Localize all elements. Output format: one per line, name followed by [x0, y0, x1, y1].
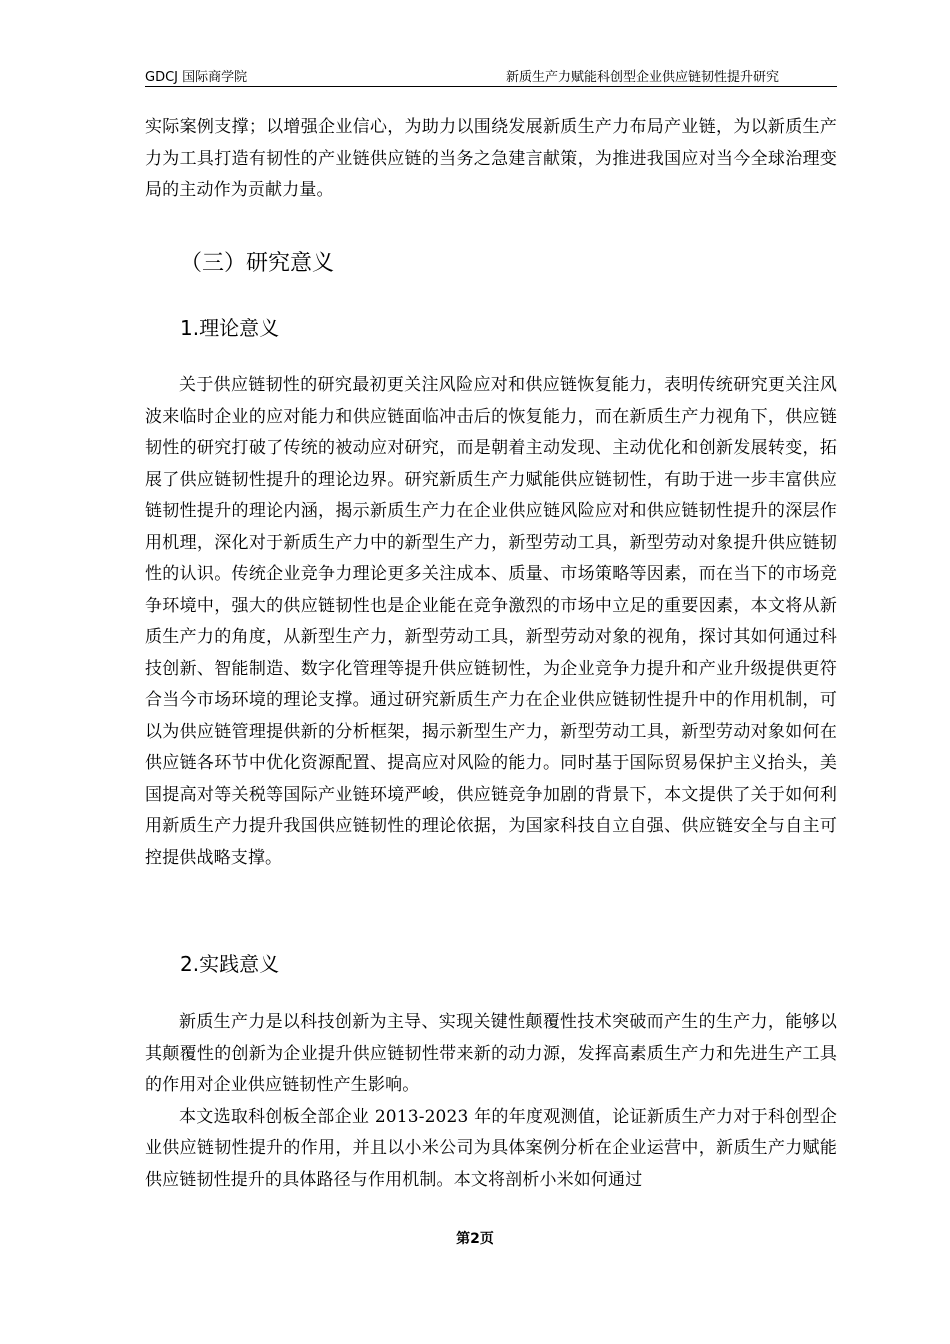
- practical-paragraph-2: 本文选取科创板全部企业 2013-2023 年的年度观测值，论证新质生产力对于科创型企业供应链韧性提升的作用，并且以小米公司为具体案例分析在企业运营中，新质生产力赋能供应链韧性提升的具体路径与作用机制。本文将剖析小米如何通过: [145, 1106, 837, 1190]
- section-heading-research-significance: （三）研究意义: [180, 251, 335, 276]
- page-header: [145, 64, 837, 87]
- header-institution: GDCJ 国际商学院: [145, 70, 248, 85]
- intro-block: [145, 112, 837, 207]
- practical-block: [145, 1007, 837, 1196]
- page-number: 第2页: [456, 1231, 494, 1247]
- practical-paragraph-1: 新质生产力是以科技创新为主导、实现关键性颠覆性技术突破而产生的生产力，能够以其颠覆性的创新为企业提升供应链韧性带来新的动力源，发挥高素质生产力和先进生产工具的作用对企业供应链韧性产生影响。: [145, 1012, 837, 1095]
- theoretical-paragraph: 关于供应链韧性的研究最初更关注风险应对和供应链恢复能力，表明传统研究更关注风波来临时企业的应对能力和供应链面临冲击后的恢复能力，而在新质生产力视角下，供应链韧性的研究打破了传统的被动应对研究，而是朝着主动发现、主动优化和创新发展转变，拓展了供应链韧性提升的理论边界。研究新质生产力赋能供应链韧性，有助于进一步丰富供应链韧性提升的理论内涵，揭示新质生产力在企业供应链风险应对和供应链韧性提升的深层作用机理，深化对于新质生产力中的新型生产力，新型劳动工具，新型劳动对象提升供应链韧性的认识。传统企业竞争力理论更多关注成本、质量、市场策略等因素，而在当下的市场竞争环境中，强大的供应链韧性也是企业能在竞争激烈的市场中立足的重要因素，本文将从新质生产力的角度，从新型生产力，新型劳动工具，新型劳动对象的视角，探讨其如何通过科技创新、智能制造、数字化管理等提升供应链韧性，为企业竞争力提升和产业升级提供更符合当今市场环境的理论支撑。通过研究新质生产力在企业供应链韧性提升中的作用机制，可以为供应链管理提供新的分析框架，揭示新型生产力，新型劳动工具，新型劳动对象如何在供应链各环节中优化资源配置、提高应对风险的能力。同时基于国际贸易保护主义抬头，美国提高对等关税等国际产业链环境严峻，供应链竞争加剧的背景下，本文提供了关于如何利用新质生产力提升我国供应链韧性的理论依据，为国家科技自立自强、供应链安全与自主可控提供战略支撑。: [145, 375, 837, 868]
- header-paper-title: 新质生产力赋能科创型企业供应链韧性提升研究: [505, 70, 779, 85]
- subsection-heading-theoretical: 1.理论意义: [180, 316, 280, 340]
- subsection-heading-practical: 2.实践意义: [180, 952, 280, 976]
- theoretical-block: [145, 370, 837, 874]
- intro-paragraph: 实际案例支撑；以增强企业信心，为助力以围绕发展新质生产力布局产业链，为以新质生产力为工具打造有韧性的产业链供应链的当务之急建言献策，为推进我国应对当今全球治理变局的主动作为贡献力量。: [145, 117, 837, 200]
